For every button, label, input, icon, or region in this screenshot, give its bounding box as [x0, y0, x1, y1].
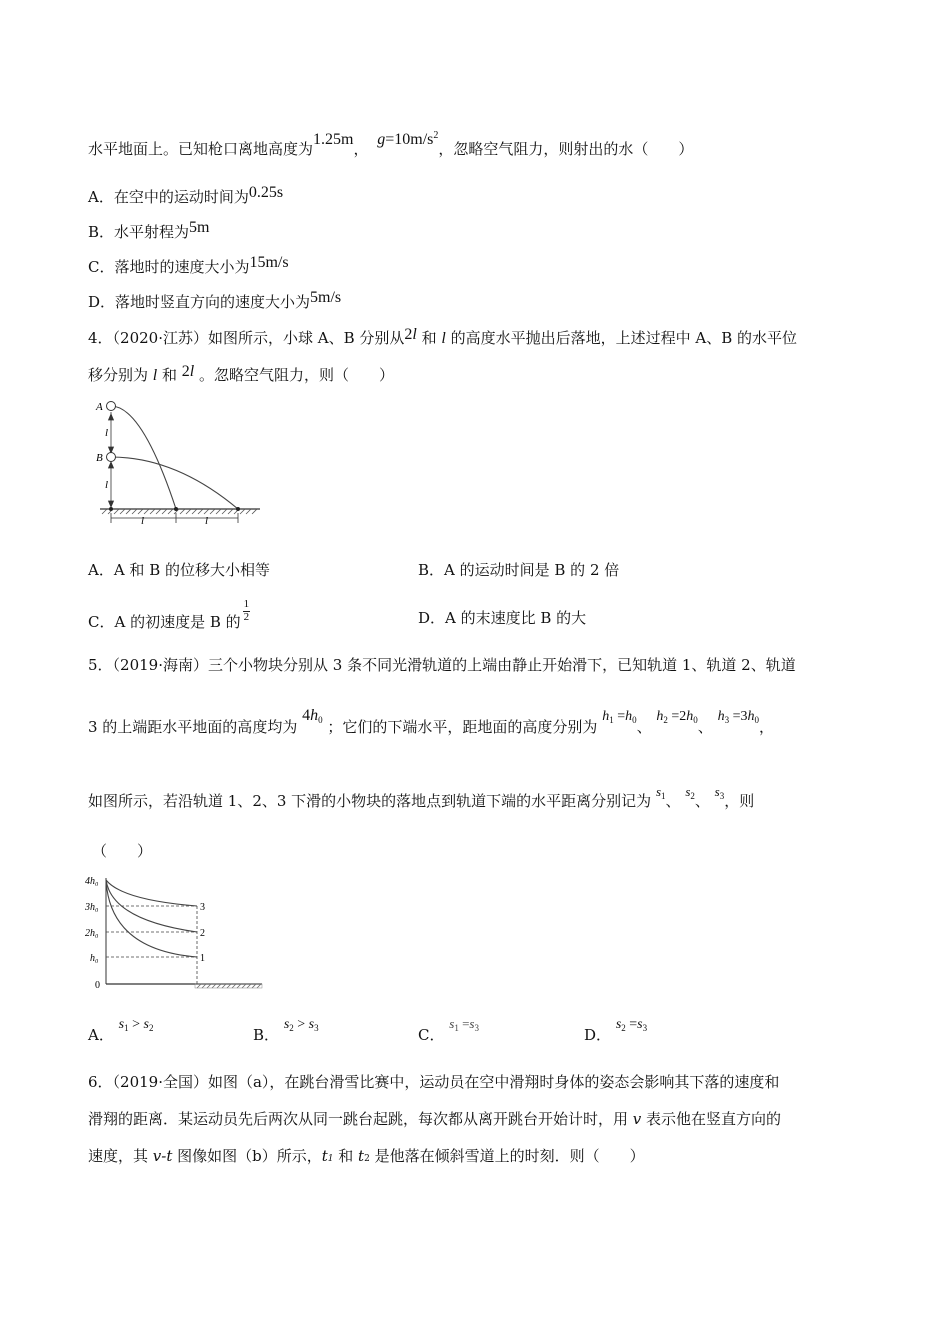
- q3-gravity: $g=10m/s^2$: [377, 130, 439, 148]
- dashed-guides: [106, 906, 197, 984]
- q5-tracks-figure: [82, 870, 267, 995]
- q5-stem-line1: 5．（2019·海南）三个小物块分别从 3 条不同光滑轨道的上端由静止开始滑下，已知轨道 1、轨道 2、轨道: [88, 656, 796, 674]
- fraction-one-half: $\frac{1}{2}$: [243, 598, 250, 623]
- y-label-h0: h₀: [90, 953, 99, 964]
- q3-option-a[interactable]: A．在空中的运动时间为0.25s: [88, 184, 284, 206]
- q3-stem-text: 水平地面上。已知枪口离地高度为: [88, 140, 314, 158]
- y-label-4h0: 4h₀: [85, 876, 99, 887]
- q6-stem-line1: 6．（2019·全国）如图（a），在跳台滑雪比赛中，运动员在空中滑翔时身体的姿态会影响其下落的速度和: [88, 1073, 780, 1091]
- track-label-2: 2: [200, 928, 205, 939]
- trajectory-b: [111, 457, 238, 509]
- q5-s1: $s_1$: [655, 784, 666, 801]
- label-a: A: [96, 401, 103, 413]
- q3-stem: 水平地面上。已知枪口离地高度为1.25m， $g=10m/s^2$，忽略空气阻力，则射出的水（ ）: [88, 130, 694, 158]
- q5-h3: $h_3 =3h_0$: [717, 709, 759, 725]
- q5-h2: $h_2 =2h_0$: [656, 709, 698, 725]
- label-l-right: l: [205, 515, 209, 527]
- ground-hatch: [102, 509, 257, 514]
- track-label-1: 1: [200, 953, 205, 964]
- q4-option-c[interactable]: C．A 的初速度是 B 的 $\frac{1}{2}$: [88, 598, 250, 632]
- q5-answer-paren: （ ）: [92, 842, 153, 860]
- q4-option-a[interactable]: A．A 和 B 的位移大小相等: [88, 561, 270, 579]
- q3-option-c[interactable]: C．落地时的速度大小为15m/s: [88, 254, 289, 276]
- q5-stem-line2: 3 的上端距水平地面的高度均为 4h0 ；它们的下端水平，距地面的高度分别为 $h_1 =h_0$、 $h_2 =2h_0$、 $h_3 =3h_0$，: [88, 707, 775, 736]
- q5-option-b[interactable]: B． $s_2 > s_3$: [253, 1017, 319, 1044]
- label-l-top: l: [105, 427, 109, 439]
- ball-b: [107, 453, 116, 462]
- landing-point-a: [174, 507, 178, 511]
- q4-stem-line1: 4．（2020·江苏）如图所示，小球 A、B 分别从2l 和 l 的高度水平抛出后落地，上述过程中 A、B 的水平位: [88, 326, 798, 347]
- q5-s3: $s_3$: [714, 784, 725, 801]
- q3-option-b[interactable]: B．水平射程为5m: [88, 219, 210, 241]
- origin-point: [109, 507, 113, 511]
- track-label-3: 3: [200, 902, 205, 913]
- track-1: [106, 880, 197, 957]
- q3-stem-end: ，忽略空气阻力，则射出的水（ ）: [438, 140, 694, 158]
- q5-h1: $h_1 =h_0$: [602, 709, 637, 725]
- ball-a: [107, 402, 116, 411]
- q4-option-d[interactable]: D．A 的末速度比 B 的大: [418, 609, 587, 627]
- label-l-left: l: [141, 515, 145, 527]
- label-b: B: [96, 452, 103, 464]
- q5-option-a[interactable]: A． $s_1 > s_2$: [88, 1017, 154, 1044]
- y-label-0: 0: [95, 980, 100, 991]
- q4-option-b[interactable]: B．A 的运动时间是 B 的 2 倍: [418, 561, 620, 579]
- landing-point-b: [236, 507, 240, 511]
- q4-projectile-figure: [90, 396, 270, 531]
- q6-stem-line2: 滑翔的距离．某运动员先后两次从同一跳台起跳，每次都从离开跳台开始计时，用 v 表示他在竖直方向的: [88, 1110, 782, 1128]
- q5-stem-line3: 如图所示，若沿轨道 1、2、3 下滑的小物块的落地点到轨道下端的水平距离分别记为 $s_1$、 $s_2$、 $s_3$，则: [88, 784, 755, 810]
- q3-option-d[interactable]: D．落地时竖直方向的速度大小为5m/s: [88, 289, 342, 311]
- q5-s2: $s_2$: [685, 784, 695, 801]
- y-label-3h0: 3h₀: [85, 902, 99, 913]
- label-l-bottom: l: [105, 479, 109, 491]
- track-3: [106, 880, 197, 906]
- q5-top-height: 4h0: [302, 707, 323, 725]
- q5-option-c[interactable]: C． $s_1 =s_3$: [418, 1016, 479, 1044]
- q4-stem-line2: 移分别为 l 和 2l 。忽略空气阻力，则（ ）: [88, 363, 395, 384]
- y-label-2h0: 2h₀: [85, 928, 99, 939]
- q3-height: 1.25m: [313, 131, 354, 148]
- q6-stem-line3: 速度，其 v-t 图像如图（b）所示，t1 和 t2 是他落在倾斜雪道上的时刻．则（ ）: [88, 1147, 645, 1165]
- q5-option-d[interactable]: D． $s_2 =s_3$: [584, 1017, 648, 1044]
